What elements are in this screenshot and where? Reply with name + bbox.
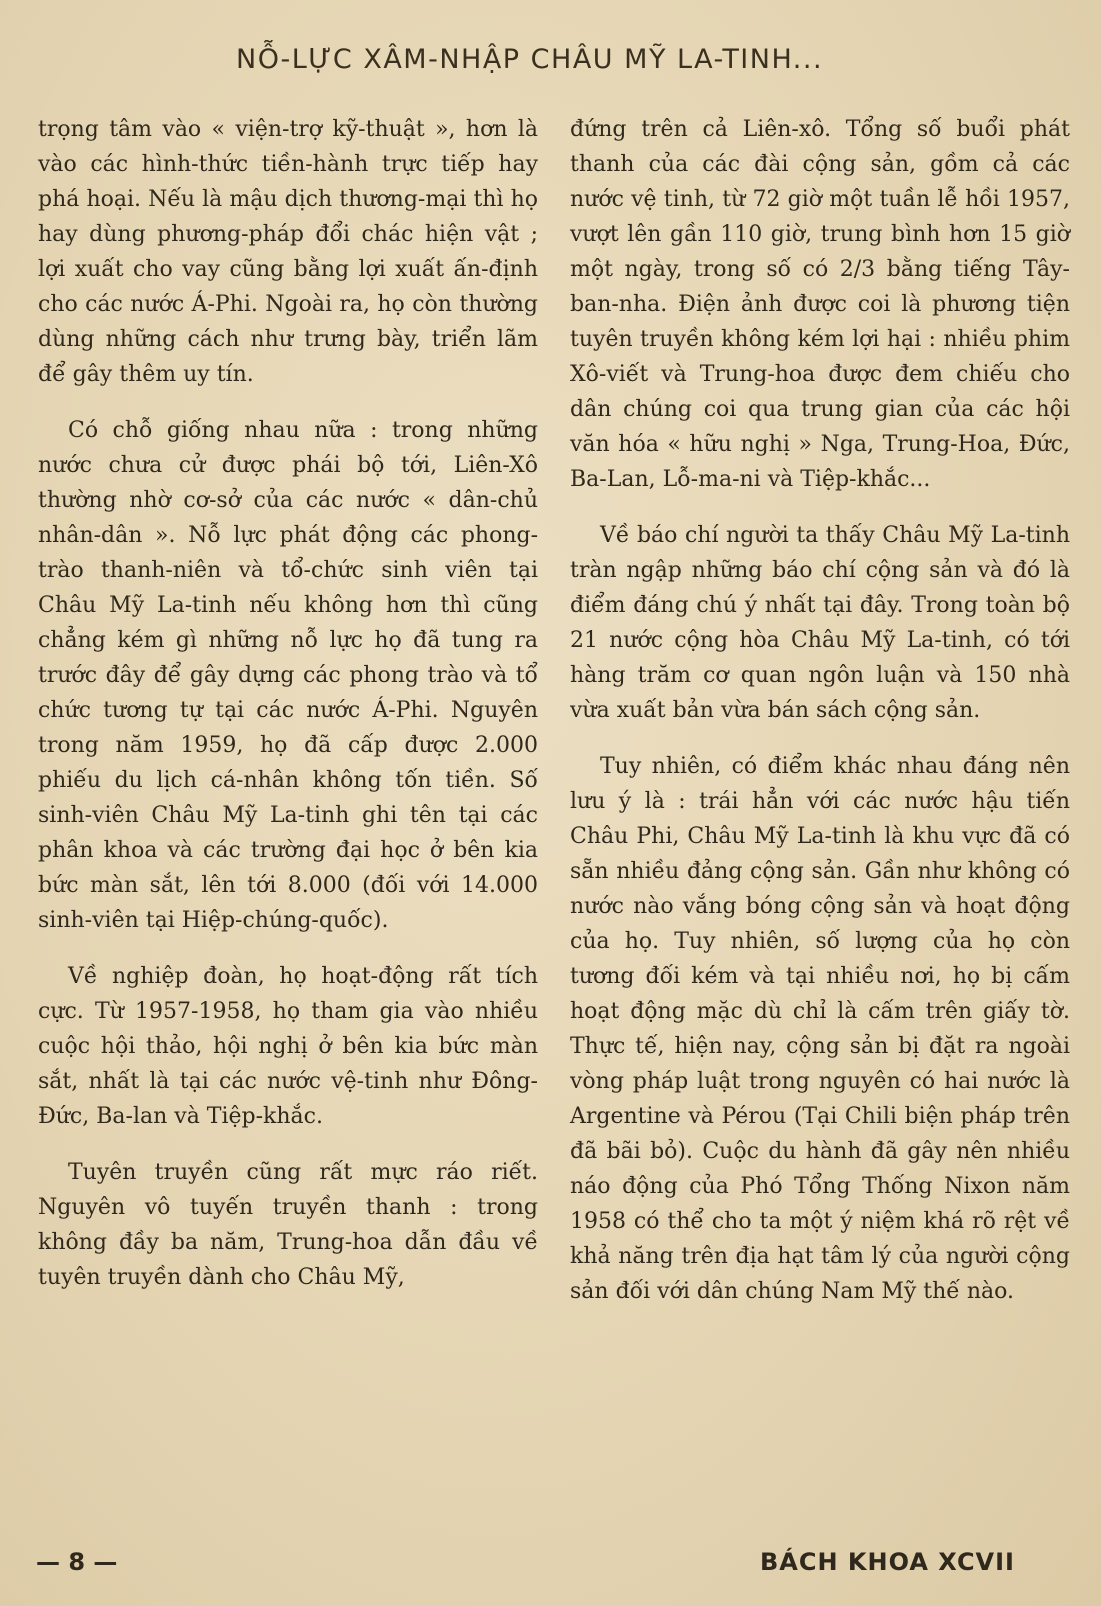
paragraph: Có chỗ giống nhau nữa : trong những nước chưa cử được phái bộ tới, Liên-Xô thường nhờ cơ-sở của các nước « dân-chủ nhân-dân ». Nỗ lực phát động các phong-trào thanh-niên và tổ-chức sinh viên tại Châu Mỹ La-tinh nếu không hơn thì cũng chẳng kém gì những nỗ lực họ đã tung ra trước đây để gây dựng các phong trào và tổ chức tương tự tại các nước Á-Phi. Nguyên trong năm 1959, họ đã cấp được 2.000 phiếu du lịch cá-nhân không tốn tiền. Số sinh-viên Châu Mỹ La-tinh ghi tên tại các phân khoa và các trường đại học ở bên kia bức màn sắt, lên tới 8.000 (đối với 14.000 sinh-viên tại Hiệp-chúng-quốc). xyxy=(38,418,538,933)
publication-name: BÁCH KHOA XCVII xyxy=(760,1548,1015,1576)
right-column xyxy=(570,112,1070,1330)
page-number: — 8 — xyxy=(36,1548,118,1576)
paragraph: Về báo chí người ta thấy Châu Mỹ La-tinh tràn ngập những báo chí cộng sản và đó là điểm đáng chú ý nhất tại đây. Trong toàn bộ 21 nước cộng hòa Châu Mỹ La-tinh, có tới hàng trăm cơ quan ngôn luận và 150 nhà vừa xuất bản vừa bán sách cộng sản. xyxy=(570,523,1070,723)
paragraph: trọng tâm vào « viện-trợ kỹ-thuật », hơn là vào các hình-thức tiền-hành trực tiếp hay phá hoại. Nếu là mậu dịch thương-mại thì họ hay dùng phương-pháp đổi chác hiện vật ; lợi xuất cho vay cũng bằng lợi xuất ấn-định cho các nước Á-Phi. Ngoài ra, họ còn thường dùng những cách như trưng bày, triển lãm để gây thêm uy tín. xyxy=(38,117,538,387)
paragraph: Tuyên truyền cũng rất mực ráo riết. Nguyên vô tuyến truyền thanh : trong không đầy ba năm, Trung-hoa dẫn đầu về tuyên truyền dành cho Châu Mỹ, xyxy=(38,1160,538,1290)
paragraph: Về nghiệp đoàn, họ hoạt-động rất tích cực. Từ 1957-1958, họ tham gia vào nhiều cuộc hội thảo, hội nghị ở bên kia bức màn sắt, nhất là tại các nước vệ-tinh như Đông-Đức, Ba-lan và Tiệp-khắc. xyxy=(38,964,538,1129)
paragraph: Tuy nhiên, có điểm khác nhau đáng nên lưu ý là : trái hẳn với các nước hậu tiến Châu Phi, Châu Mỹ La-tinh là khu vực đã có sẵn nhiều đảng cộng sản. Gần như không có nước nào vắng bóng cộng sản và hoạt động của họ. Tuy nhiên, số lượng của họ còn tương đối kém và tại nhiều nơi, họ bị cấm hoạt động mặc dù chỉ là cấm trên giấy tờ. Thực tế, hiện nay, cộng sản bị đặt ra ngoài vòng pháp luật trong nguyên có hai nước là Argentine và Pérou (Tại Chili biện pháp trên đã bãi bỏ). Cuộc du hành đã gây nên nhiều náo động của Phó Tổng Thống Nixon năm 1958 có thể cho ta một ý niệm khá rõ rệt về khả năng trên địa hạt tâm lý của người cộng sản đối với dân chúng Nam Mỹ thế nào. xyxy=(570,754,1070,1304)
running-header: NỖ-LỰC XÂM-NHẬP CHÂU MỸ LA-TINH... xyxy=(236,44,824,75)
left-column xyxy=(38,112,538,1316)
paragraph: đứng trên cả Liên-xô. Tổng số buổi phát thanh của các đài cộng sản, gồm cả các nước vệ tinh, từ 72 giờ một tuần lễ hồi 1957, vượt lên gần 110 giờ, trung bình hơn 15 giờ một ngày, trong số có 2/3 bằng tiếng Tây-ban-nha. Điện ảnh được coi là phương tiện tuyên truyền không kém lợi hại : nhiều phim Xô-viết và Trung-hoa được đem chiếu cho dân chúng coi qua trung gian của các hội văn hóa « hữu nghị » Nga, Trung-Hoa, Đức, Ba-Lan, Lỗ-ma-ni và Tiệp-khắc... xyxy=(570,117,1070,492)
